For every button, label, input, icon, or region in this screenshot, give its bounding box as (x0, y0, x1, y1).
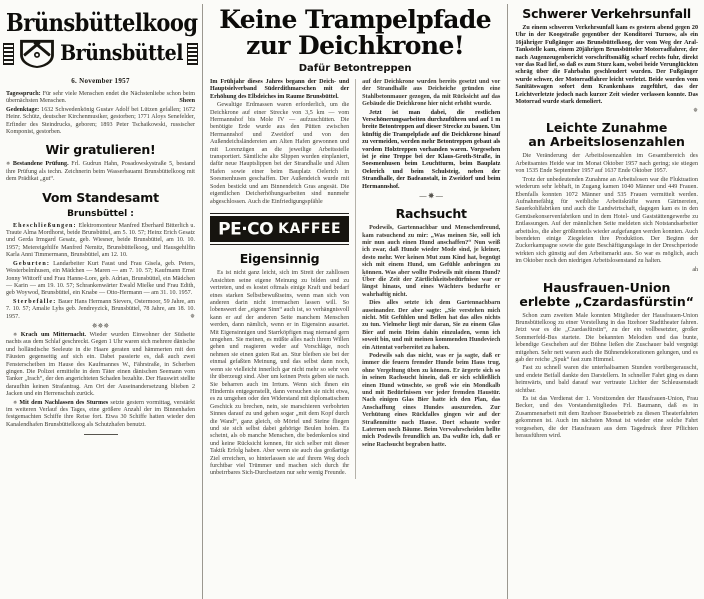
tagesspruch-text: Für sehr viele Menschen endet die Nächstenliebe schon beim übernächsten Menschen. (6, 91, 195, 105)
hausfrauen-paragraph-3: Es ist das Verdienst der 1. Vorsitzenden der Hausfrauen-Union, Frau Becker, und des Vorstandsmitgliedes Frl. Baumann, daß es in Zusammenarbeit mit dem Itzehoer Bussebetrieb zu diesen Theaterfahrten gekommen ist. Auch im nächsten Monat ist wieder eine solche Fahrt vorgesehen, die der Hausfrauen aus dem Tagedruck ihrer Pflichten herausführen wird. (515, 396, 698, 440)
hausfrauen-heading-line-2: erlebte „Czardasfürstin“ (519, 293, 694, 309)
main-story-lead: Im Frühjahr dieses Jahres begann der Deich- und Hauptsielverband Süderdithmarschen mit der Erhöhung des Elbdeiches im Raume Brunsbüttel. (210, 79, 350, 100)
main-story-header (210, 7, 500, 74)
tagesspruch-label: Tagesspruch: (6, 91, 41, 97)
right-column (508, 4, 698, 599)
krach-text: Wieder wurden Einwohner der Südseite nachts aus dem Schlaf geschreckt. Gegen 1 Uhr waren sich mehrere dänische und holländische Seeleute in die Haare geraten und hämmerten mit den Fäusten gegenseitig auf sich ein. Dabei passierte es, daß auch zwei Fensterscheiben im Hause des Kaufmannes W., Fährstraße, in Scherben gingen. Die Polizei ermittelte in dem Täter einen dänischen Seemann vom Tanker „Irach“, der den angerichteten Schaden bezahlte. Der Hauswirt stellte daraufhin keinen Strafantrag. Am Ort der Auseinandersetzung blieben 2 Jacken und ein Herrenschuh zurück. (6, 331, 195, 398)
masthead-crest-row (6, 38, 195, 69)
middle-subcolumn-right (355, 79, 500, 479)
rachsucht-heading: Rachsucht (395, 206, 467, 222)
rachsucht-paragraph-2: Dies alles setzte ich dem Gartennachbarn auseinander. Der aber sagte: „Sie verstehen mich nicht. Mit Gefühlen und Bellen hat das alles nichts zu tun. Vielmehr liegt mir daran, Sie zu einem Glas Bier auf mein Heim dahin einzuladen, wenn ich soweit bin, und mit meinen kommenden Hundeviech ein Attentat vorbereitet zu haben. (362, 300, 501, 351)
nachlassen-paragraph (6, 400, 195, 430)
main-subheadline: Dafür Betontreppen (298, 63, 412, 74)
bullet-icon: ✵ (13, 332, 18, 338)
arbeitslosen-heading (515, 121, 698, 149)
peco-kaffee-advert[interactable] (210, 213, 349, 246)
main-story-paragraph-a1: Gewaltige Erdmassen waren erforderlich, um die Deichkrone auf einer Strecke von 3,5 km — vom Hermannshof bis Mole IV — aufzuschütten. Die benötigte Erde wurde aus den Pütten zwischen Hermannshof und Zweidorf und von den Außendeichsländereien am Alten Hafen gewonnen und mit Lorenzügen an die jeweilige Arbeitsstelle transportiert. Sämtliche alte Slippen wurden einplaniert, dafür neue Hauptslippen bei der Strandhalle und Alten Hafen sowie einer beim Bauplatz Oelerich in Soesmenhusen geschaffen. Der Außendeich wurde mit Soden bestickt und am Binnendeich Gras angesät. Die eigentlichen Deicherhöhungsarbeiten sind nunmehr abgeschlossen. Auch die Einfriedigungspfähle (210, 102, 350, 205)
bullet-icon: ✵ (6, 162, 11, 168)
arbeitslosen-paragraph-2: Trotz der unbedeutenden Zunahme an Arbeitslosen war die Fluktuation wiederum sehr lebhaft, in Zugang kamen 1040 Männer und 449 Frauen. Ebenfalls konnten 1072 Männer und 535 Frauen vermittelt werden. Aufnahmefähig für weibliche Arbeitskräfte waren Gärtnereien, Sauerkohlfabriken und auch die Landwirtschaft, dagegen kam es in den Gemüsekonservenfabriken und in dem Hotel- und Gaststättengewerbe zu Entlassungen. Auf der männlichen Seite meldeten sich Notstandsarbeiter arbeitslos, die aber größtenteils wieder aufgefangen werden konnten. Auch beendeten einige Ziegeleien ihre Produktion. Der Beginn der Zuckerkampagne sowie die gute Beschäftigungslage in der Dreschperiode wirkten sich günstig auf den Arbeitsmarkt aus. So war es möglich, auch im Oktober noch den niedrigen Arbeitslosenstand zu halten. (515, 176, 698, 265)
gedenktage-text: 1632 Schwedenkönig Gustav Adolf bei Lützen gefallen; 1672 Heinr. Schütz, deutscher Kirchenmusiker, gestorben; 1771 Aloys Senefelder, Erfinder des Steindrucks, geboren; 1893 Peter Tschaikowski, russischer Komponist, gestorben. (6, 106, 195, 136)
geburten-label: Geburten: (13, 260, 50, 267)
advert-product: KAFFEE (278, 221, 342, 238)
standesamt-subheading: Brunsbüttel : (67, 208, 134, 219)
geburten-paragraph (6, 261, 195, 298)
masthead-right-ornament (187, 43, 198, 65)
arbeitslosen-signature: ah (692, 266, 698, 273)
geburten-text: Landarbeiter Kurt Faust und Frau Gisela, geb. Peters, Westerbelmhusen, ein Mädchen — Maren — am 7. 10. 57; Kaufmann Ernst Jonny Wittorff und Frau Hanne-Lore, geb. Adrian, Brunsbüttel, ein Mädchen — Karin — am 19. 10. 57; Schrankenwärter Ewald Mielke und Frau Edith, geb Woywod, Brunsbüttel, ein Knabe — Otto-Hermann — am 31. 10. 1957. (6, 260, 195, 297)
sterbefaelle-paragraph (6, 299, 195, 321)
main-story-paragraph-b2: Jetzt ist man dabei, die restlichen Verschönerungsarbeiten durchzuführen und auf 1 m breite Betontreppen auf dieser Strecke zu bauen. Um künftig die Trampelpfade auf die Deichkrone hinauf zu vermeiden, werden mehr Betontreppen gebaut als vordem Holztreppen vorhanden waren. Vorgesehen ist je eine Treppe bei der Klaus-Groth-Straße, in Soesmenhusen beim Leuchtturm, beim Bauplatz Oelerich und beim Schulsteig, neben der Strandhalle, der Badeanstalt, in Zweidorf und beim Hermannshof. (362, 109, 501, 190)
hausfrauen-paragraph-1: Schon zum zweiten Male konnten Mitglieder der Hausfrauen-Union Brunsbüttelkoog zu einer Vorstellung in das Itzehoer Stadttheater fahren. Jetzt war es die „Czardasfürstin“, zu der ein vollbesetzter, großer Sommerfeld-Bus startete. Die bekannten Melodien und das bunte, lebendige Geschehen auf der Bühne ließen die Zuschauer bald vergnügt mitgehen. Sehr nett waren auch die Bühnendekorationen gelungen, und es gab der reiche „Spuk“ fast zum Himmel. (515, 312, 698, 363)
rachsucht-paragraph-1: Podewils, Gartennachbar und Menschenfreund, kam ratsuchend zu mir: „Was meinen Sie, soll ich mir nun auch einen Hund anschaffen?“ Nun weiß ich zwar, daß Hunde wieder Mode sind, je kleiner, desto mehr. Wer keinen Mut zum Kind hat, begnügt sich mit einem Hund, um Gefühle anbringen zu können. Was aber wollte Podewils mit einem Hund? Über die Zeit der Zärtlichkeitsbedürfnisse war er längst hinaus, und eines Wächters bedurfte er wahrhaftig nicht. (362, 225, 501, 298)
standesamt-heading: Vom Standesamt (42, 189, 159, 205)
arbeitslosen-paragraph-1: Die Veränderung der Arbeitslosenzahlen im Gesamtbereich des Arbeitsamtes Heide war im Monat Oktober 1957 nach gering; sie stiegen von 1535 Ende September 1957 auf 1637 Ende Oktober 1957. (515, 153, 698, 175)
advert-brand: PE·CO (218, 219, 274, 240)
advert-top-rule (210, 213, 349, 214)
masthead-left-ornament (3, 43, 14, 65)
rachsucht-paragraph-3: Podewils sah das nicht, was er ja sagte, daß er immer die feuern fremder Hunde beim Haus trug, ohne Vergeltung üben zu können. Er ärgerte sich so in seinen Rachsucht hinein, daß er sich schließlich einen Hund wünschte, so groß wie ein Mondkalb und mit Bedürfnissen vor jeder fremden Haustür. Nach einigen Glas Bier hatte ich den Plan, das Anschaffung eines Hundes auszureden. Zur Verhütung eines Rückfalles gingen wir auf der Straßenmitte nach Hause. Dort schaute weder Laternen noch Bäume. Beim Verwahrscheiden hellte mich Podewils freundlich an. Da wußte ich, daß er seine Rachsucht begraben hatte. (362, 353, 501, 448)
section-divider-ornament: ✵✵✵ (91, 321, 110, 330)
sterbefaelle-label: Sterbefälle: (13, 298, 57, 305)
congrats-lead: Bestandene Prüfung. (12, 161, 69, 168)
middle-column (202, 4, 508, 599)
eheschliessungen-paragraph (6, 223, 195, 260)
main-headline (210, 7, 500, 59)
masthead-title-top: Brünsbüttelkoog (6, 7, 198, 37)
hausfrauen-paragraph-2: Fast zu schnell waren die unterhaltsamen Stunden vorübergerauscht, und endete Beifall dankte den Darstellern. In schneller Fahrt ging es dann heimwärts, und bald darauf war vertraute Lichter der Schleusenstadt sichtbar. (515, 365, 698, 394)
main-story-body (210, 79, 500, 479)
town-coat-of-arms-icon (18, 38, 56, 69)
sterbefaelle-text: Bauer Hans Hermann Sievers, Ostermoor, 59 Jahre, am 7. 10. 57; Amalie Lyhs geb. Jendreyzick, Brunsbüttel, 78 Jahre, am 18. 10. 1957. (6, 298, 195, 320)
tagesspruch-author: Sheen (179, 98, 195, 105)
advert-box[interactable] (210, 216, 349, 243)
masthead (6, 7, 198, 85)
end-ornament-icon: ✵ (692, 108, 698, 115)
end-ornament-icon: ✵ (189, 313, 195, 320)
hausfrauen-heading (515, 281, 698, 309)
eigensinnig-heading: Eigensinnig (239, 251, 320, 267)
verkehrsunfall-heading: Schwerer Verkehrsunfall (522, 6, 692, 21)
advert-bottom-rule (210, 244, 349, 245)
nachlassen-lead: Mit dem Nachlassen des Sturmes (19, 399, 109, 406)
bullet-icon: ✵ (13, 400, 18, 406)
left-column (6, 4, 202, 599)
congrats-heading: Wir gratulieren! (45, 142, 156, 158)
congrats-text: Frl. Gudrun Hahn, Posadowskystraße 5, bestand ihre Prüfung als techn. Zeichnerin beim Wasserbauamt Brunsbüttelkoog mit dem Prädikat „gut“. (6, 161, 195, 183)
issue-date: 6. November 1957 (71, 77, 130, 85)
section-divider-ornament: — ✵ — (419, 192, 443, 201)
middle-subcolumn-left (210, 79, 355, 479)
main-story-paragraph-b1: auf der Deichkrone wurden bereits gesetzt und vor der Strandhalle aus Deicheiche gründen eine Stahlbetonmauer gezogen, da mit Rücksicht auf das Gebäude die Deichkrone hier nicht erhöht wurde. (362, 79, 501, 108)
eigensinnig-paragraph: Es ist nicht ganz leicht, sich im Streit der zahllosen Ansichten seine eigene Meinung zu bilden und zu vertreten, und es kostet oftmals einige Kraft und bedarf eines starken Selbstbewußtseins, wenn man sich von anderen darin nicht irremachen lassen will. So lobenswert der „eigene Sinn“ auch ist, so verhängnisvoll kann er auf der anderen Seite manchem Menschen werden, dann nämlich, wenn er in Eigensinn ausartet. Mit Eigensinnigen und Starrköpfigen mag niemand gern umgehen. Sie meinen, es müßte alles nach ihrem Willen gehen und reagieren weder auf Vorschläge, noch nehmen sie einen guten Rat an. Stur bleiben sie bei der einmal gefaßten Meinung, und das selbst dann noch, wenn sie vielleicht innerlich gar nicht mehr so sehr von ihr überzeugt sind. Aber um keinen Preis geben sie nach. Sie beharren auch im Irrtum. Wenn sich ihnen ein Hindernis entgegenstellt, dann versuchen sie nicht etwa, es zu umgehen oder den Widerstand mit diplomatischem Geschick zu brechen, nein, sie marschieren verbohrten Sinnes darauf zu und gehen sogar „mit dem Kopf durch die Wand“, ganz gleich, ob Mörtel und Steine fliegen und sie sich selbst dabei gehörige Beulen holen. Es scheint, als ob manche Menschen, die bedenkenlos sind und keine Rücksicht kennen, für sich selber mit dieser Taktik Erfolg haben. Aber wenn sie auch das großartige Ziel erreichen, so hinterlassen sie auf ihrem Weg doch furchtbar viel Trümmer und machen sich durch ihr unbeirrbares Sich-Durchsetzen nur sehr wenig Freunde. (210, 270, 350, 477)
gedenktage-label: Gedenktage: (6, 106, 40, 113)
verkehrsunfall-paragraph: Zu einem schweren Verkehrsunfall kam es gestern abend gegen 20 Uhr in der Koogstraße gegenüber der Konditorei Turnow, als ein 16jähriger Fußgänger aus Brunsbüttelkoog, der vom Weg der Aral-Tankstelle kam, einem 20jährigen Brunsbütteler Motorradfahrer, der nach Augenzeugenbericht vorschriftsmäßig scharf rechts fuhr, direkt vor das Rad lief, so daß es zum Sturz kam, wobei beide Verunglückten schräg über die Fahrbahn geschleudert wurden. Der Fußgänger wurde schwer, der Motorradfahrer leicht verletzt. Beide wurden vom Sanitätswagen sofort dem Krankenhaus zugeführt, das der Leichtverletzte jedoch nach kurzer Zeit wieder verlassen konnte. Das Motorrad wurde stark demoliert. (515, 25, 698, 106)
congrats-item (6, 161, 195, 183)
gedenktage-paragraph (6, 107, 195, 137)
eheschliessungen-label: Eheschließungen: (13, 222, 77, 229)
krach-lead: Krach um Mitternacht. (20, 331, 87, 338)
arbeitslosen-heading-line-2: an Arbeitslosenzahlen (528, 134, 685, 150)
tagesspruch-paragraph (6, 91, 195, 106)
eheschliessungen-text: Elektromonteur Manfred Eberhard Bitterlich u. Traute Alma Mordhorst, beide Brunsbüttel, am 5. 10. 57; Heinz Erich Gesatz und Gerda Irmgard Gesatz, geb. Wiesner, beide Brunsbüttel, am 10. 10. 1957; Meiereigehilfe Manfred Nemitz, Brunsbüttelkoog, und Hausgehilfin Karla Anni Timmermann, Brunsbüttel, am 12. 10. (6, 222, 195, 259)
hausfrauen-heading-line-1: Hausfrauen-Union (542, 279, 671, 295)
krach-paragraph (6, 332, 195, 399)
nachlassen-text: setzte gestern vormittag, verstärkt im weiteren Verlauf des Tages, eine größere Anzahl der im Binnenhafen festgemachten Schiffe ihre Reise fort. Etwa 30 Schiffe hatten wieder den Kanalendhafen Brunsbüttelkoog als Schutzhafen benutzt. (6, 399, 195, 428)
main-headline-line-2: zur Deichkrone! (246, 31, 465, 60)
column-end-rule (84, 434, 118, 435)
masthead-title-bottom: Brünsbüttel (60, 40, 183, 66)
main-headline-line-1: Keine Trampelpfade (219, 5, 492, 34)
arbeitslosen-heading-line-1: Leichte Zunahme (545, 120, 668, 136)
